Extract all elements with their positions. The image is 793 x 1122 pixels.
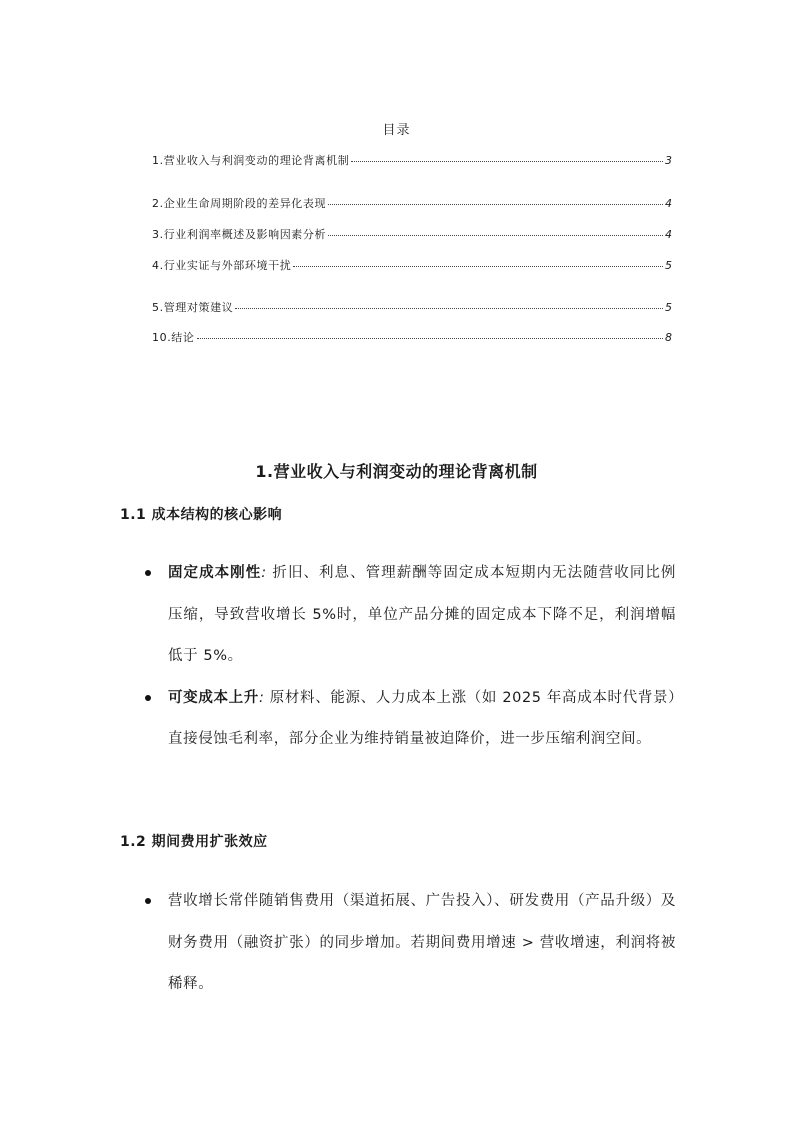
toc-leader-dots [328,235,663,236]
toc-entry[interactable] [152,329,672,345]
toc-leader-dots [197,338,664,339]
bullet-icon [145,898,151,904]
toc-entry-page: 3 [665,154,672,167]
list-item [168,678,676,761]
term-separator: : [258,689,265,706]
toc-entry-page: 4 [665,228,672,241]
subsection-heading: 1.2 期间费用扩张效应 [120,834,268,850]
toc-title: 目录 [382,123,411,138]
toc-entry[interactable] [152,299,672,315]
term-separator: : [261,565,267,581]
toc-entry-page: 5 [665,301,672,314]
bullet-text: 营收增长常伴随销售费用（渠道拓展、广告投入）、研发费用（产品升级）及财务费用（融资扩张）的同步增加。若期间费用增速 > 营收增速，利润将被稀释。 [168,893,676,992]
toc-entry-text: 4.行业实证与外部环境干扰 [152,259,292,272]
bullet-term: 固定成本刚性 [168,565,262,581]
bullet-icon [145,570,151,576]
bullet-text: 折旧、利息、管理薪酬等固定成本短期内无法随营收同比例压缩，导致营收增长 5%时，单位产品分摊的固定成本下降不足，利润增幅低于 5%。 [168,565,676,664]
toc-entry-page: 8 [665,331,672,344]
toc-leader-dots [235,308,663,309]
list-item [168,553,676,678]
section-heading: 1.营业收入与利润变动的理论背离机制 [255,462,538,481]
toc-entry[interactable] [152,226,672,242]
toc-entry-text: 2.企业生命周期阶段的差异化表现 [152,197,327,210]
bullet-list [168,881,676,1006]
toc-entry-page: 4 [665,197,672,210]
toc-entry[interactable] [152,152,672,168]
bullet-list [168,553,676,761]
bullet-term: 可变成本上升 [168,689,259,706]
toc-entry-text: 1.营业收入与利润变动的理论背离机制 [152,154,350,167]
toc-leader-dots [351,161,663,162]
toc-entry-text: 10.结论 [152,331,195,344]
toc-entry-text: 3.行业利润率概述及影响因素分析 [152,228,327,241]
toc-entry[interactable] [152,195,672,211]
toc-leader-dots [293,266,663,267]
bullet-icon [145,695,151,701]
bullet-text: 原材料、能源、人力成本上涨（如 2025 年高成本时代背景）直接侵蚀毛利率，部分企业为维持销量被迫降价，进一步压缩利润空间。 [168,689,677,747]
subsection-heading: 1.1 成本结构的核心影响 [120,507,283,523]
toc-leader-dots [328,204,663,205]
toc-entry[interactable] [152,257,672,273]
toc-entry-page: 5 [665,259,672,272]
toc-entry-text: 5.管理对策建议 [152,301,234,314]
list-item [168,881,676,1006]
